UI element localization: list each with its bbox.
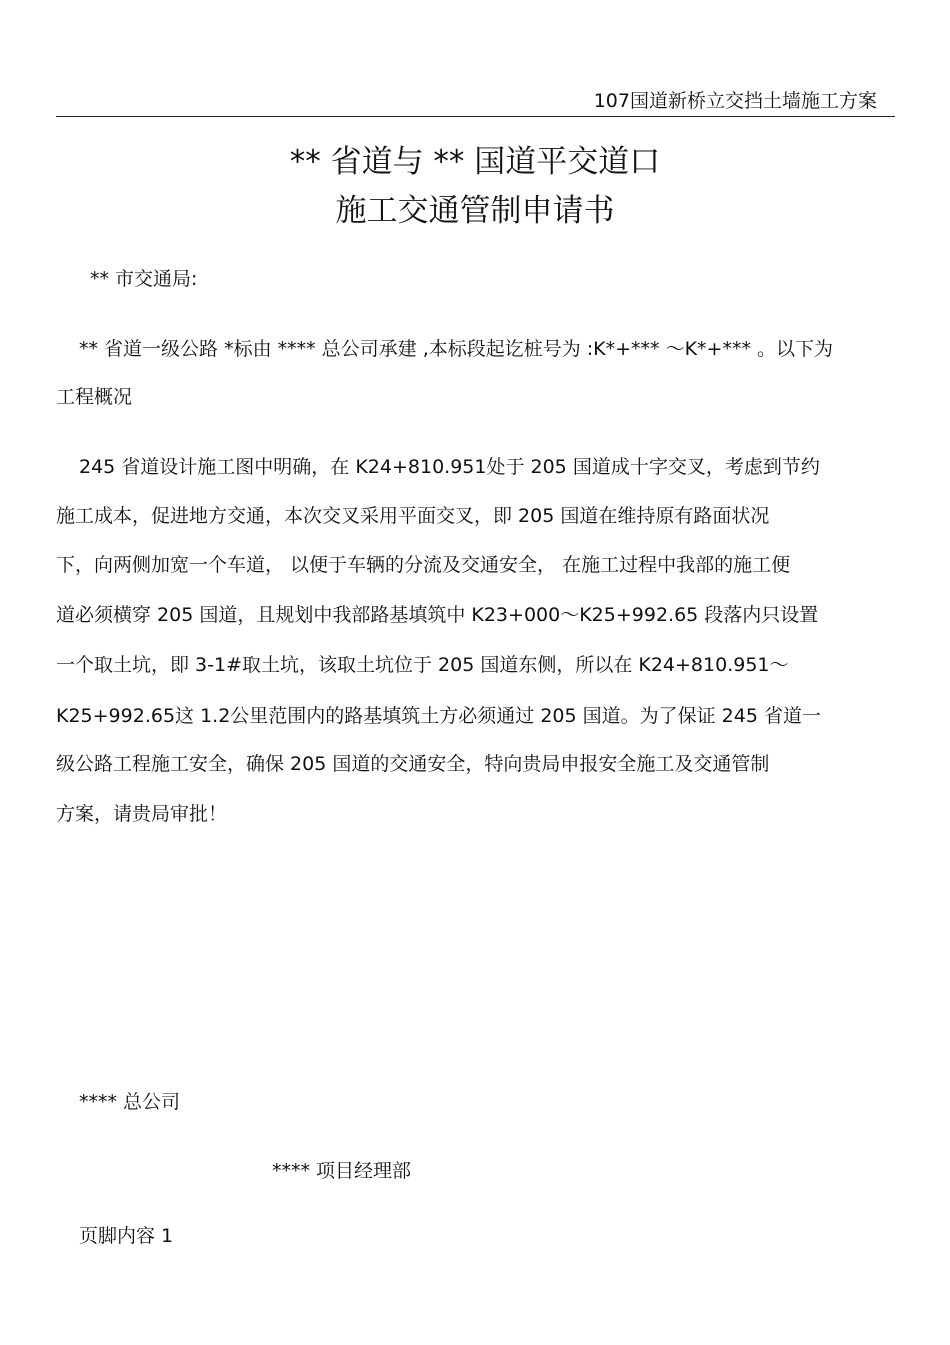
- intro-line-2: 工程概况: [56, 386, 133, 408]
- body-line-5: 一个取土坑，即 3-1#取土坑，该取土坑位于 205 国道东侧，所以在 K24+810.951～: [56, 654, 789, 676]
- body-line-7: 级公路工程施工安全，确保 205 国道的交通安全，特向贵局申报安全施工及交通管制: [56, 753, 770, 775]
- document-title-line-1: ** 省道与 ** 国道平交道口: [289, 144, 661, 180]
- page-footer: 页脚内容 1: [79, 1225, 174, 1247]
- salutation: ** 市交通局:: [90, 268, 198, 290]
- body-line-2: 施工成本，促进地方交通，本次交叉采用平面交叉，即 205 国道在维持原有路面状况: [56, 505, 770, 527]
- document-title-line-2: 施工交通管制申请书: [335, 193, 615, 229]
- body-line-1: 245 省道设计施工图中明确，在 K24+810.951处于 205 国道成十字交叉，考虑到节约: [79, 456, 820, 478]
- intro-line-1: ** 省道一级公路 *标由 **** 总公司承建 ,本标段起讫桩号为 :K*+*** ～K*+*** 。以下为: [79, 338, 834, 360]
- body-line-6: K25+992.65这 1.2公里范围内的路基填筑土方必须通过 205 国道。为了保证 245 省道一: [56, 705, 821, 727]
- signature-company: **** 总公司: [79, 1091, 181, 1113]
- running-header: 107国道新桥立交挡土墙施工方案: [593, 90, 877, 112]
- body-line-4: 道必须横穿 205 国道，且规划中我部路基填筑中 K23+000～K25+992.65 段落内只设置: [56, 604, 819, 626]
- body-line-8: 方案，请贵局审批！: [56, 803, 228, 825]
- header-rule: [56, 116, 895, 117]
- signature-department: **** 项目经理部: [272, 1160, 412, 1182]
- body-line-3: 下，向两侧加宽一个车道， 以便于车辆的分流及交通安全， 在施工过程中我部的施工便: [56, 554, 791, 576]
